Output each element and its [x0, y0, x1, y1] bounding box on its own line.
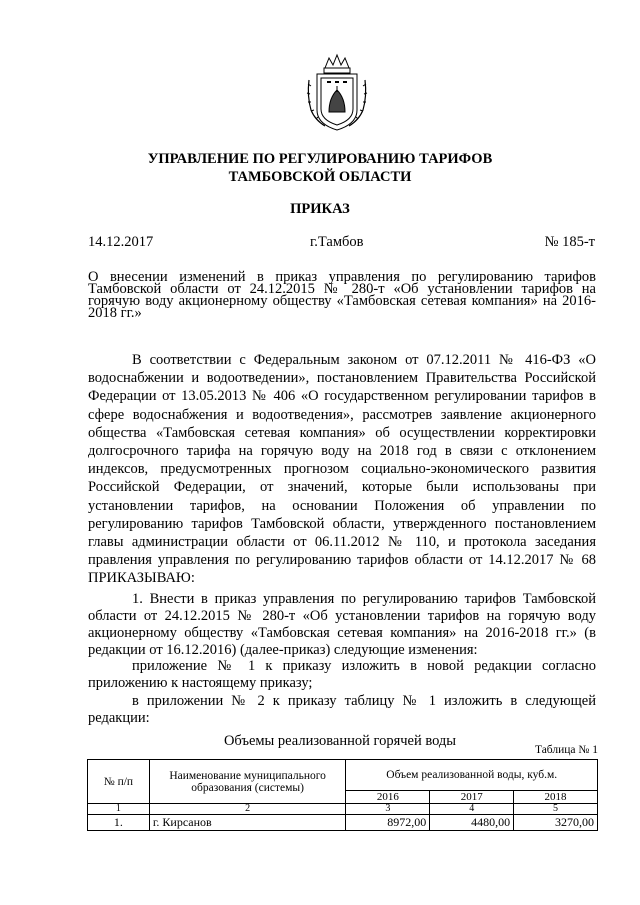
header-name: Наименование муниципального образования (системы): [149, 760, 346, 804]
row-value-2017: 4480,00: [430, 815, 514, 831]
row-num: 1.: [88, 815, 150, 831]
index-cell: 2: [149, 804, 346, 815]
doc-city: г.Тамбов: [310, 234, 364, 250]
row-value-2016: 8972,00: [346, 815, 430, 831]
index-cell: 5: [514, 804, 598, 815]
header-num: № п/п: [88, 760, 150, 804]
body-paragraph-1: В соответствии с Федеральным законом от 07.12.2011 № 416-ФЗ «О водоснабжении и водоотведении», постановлением Правительства Российской Федерации от 13.05.2013 № 406 «О государственном регулировании тарифов в сфере водоснабжения и водоотведения», рассмотрев заявление акционерного общества «Тамбовская сетевая компания» об осуществлении корректировки долгосрочного тарифа на горячую воду на 2018 год в связи с отклонением индексов, предусмотренных прогнозом социально-экономического развития Российской Федерации, от значений, которые были использованы при установлении тарифов, на основании Положения об управлении по регулированию тарифов Тамбовской области, утвержденного постановлением главы администрации области от 06.11.2012 № 110, и протокола заседания правления управления по регулированию тарифов области от 14.12.2017 № 68 ПРИКАЗЫВАЮ:: [88, 352, 596, 587]
tambov-coat-of-arms-icon: [305, 52, 369, 132]
body-paragraph-2: 1. Внести в приказ управления по регулированию тарифов Тамбовской области от 24.12.2015 № 280-т «Об установлении тарифов на горячую воду акционерному обществу «Тамбовская сетевая компания» на 2016-2018 гг.» (в редакции от 16.12.2016) (далее-приказ) следующие изменения:: [88, 591, 596, 658]
table-row: [88, 815, 598, 831]
header-year: 2017: [430, 791, 514, 804]
table-title: Объемы реализованной горячей воды: [223, 733, 457, 749]
org-name-line1: УПРАВЛЕНИЕ ПО РЕГУЛИРОВАНИЮ ТАРИФОВ: [147, 151, 493, 167]
org-name-line2: ТАМБОВСКОЙ ОБЛАСТИ: [228, 169, 412, 185]
volume-table: [87, 759, 598, 831]
doc-number: № 185-т: [544, 234, 595, 250]
doc-type-title: ПРИКАЗ: [290, 201, 350, 217]
index-cell: 3: [346, 804, 430, 815]
index-cell: 4: [430, 804, 514, 815]
table-label: Таблица № 1: [534, 744, 598, 756]
body-paragraph-3: приложение № 1 к приказу изложить в новой редакции согласно приложению к настоящему приказу;: [88, 658, 596, 691]
header-year: 2016: [346, 791, 430, 804]
header-volume: Объем реализованной воды, куб.м.: [346, 760, 598, 791]
doc-date: 14.12.2017: [88, 234, 154, 250]
row-name: г. Кирсанов: [149, 815, 346, 831]
header-year: 2018: [514, 791, 598, 804]
index-cell: 1: [88, 804, 150, 815]
body-paragraph-4: в приложении № 2 к приказу таблицу № 1 изложить в следующей редакции:: [88, 693, 596, 726]
doc-subject: О внесении изменений в приказ управления по регулированию тарифов Тамбовской области от 24.12.2015 № 280-т «Об установлении тарифов на горячую воду акционерному обществу «Тамбовская сетевая компания» на 2016-2018 гг.»: [88, 269, 596, 321]
row-value-2018: 3270,00: [514, 815, 598, 831]
